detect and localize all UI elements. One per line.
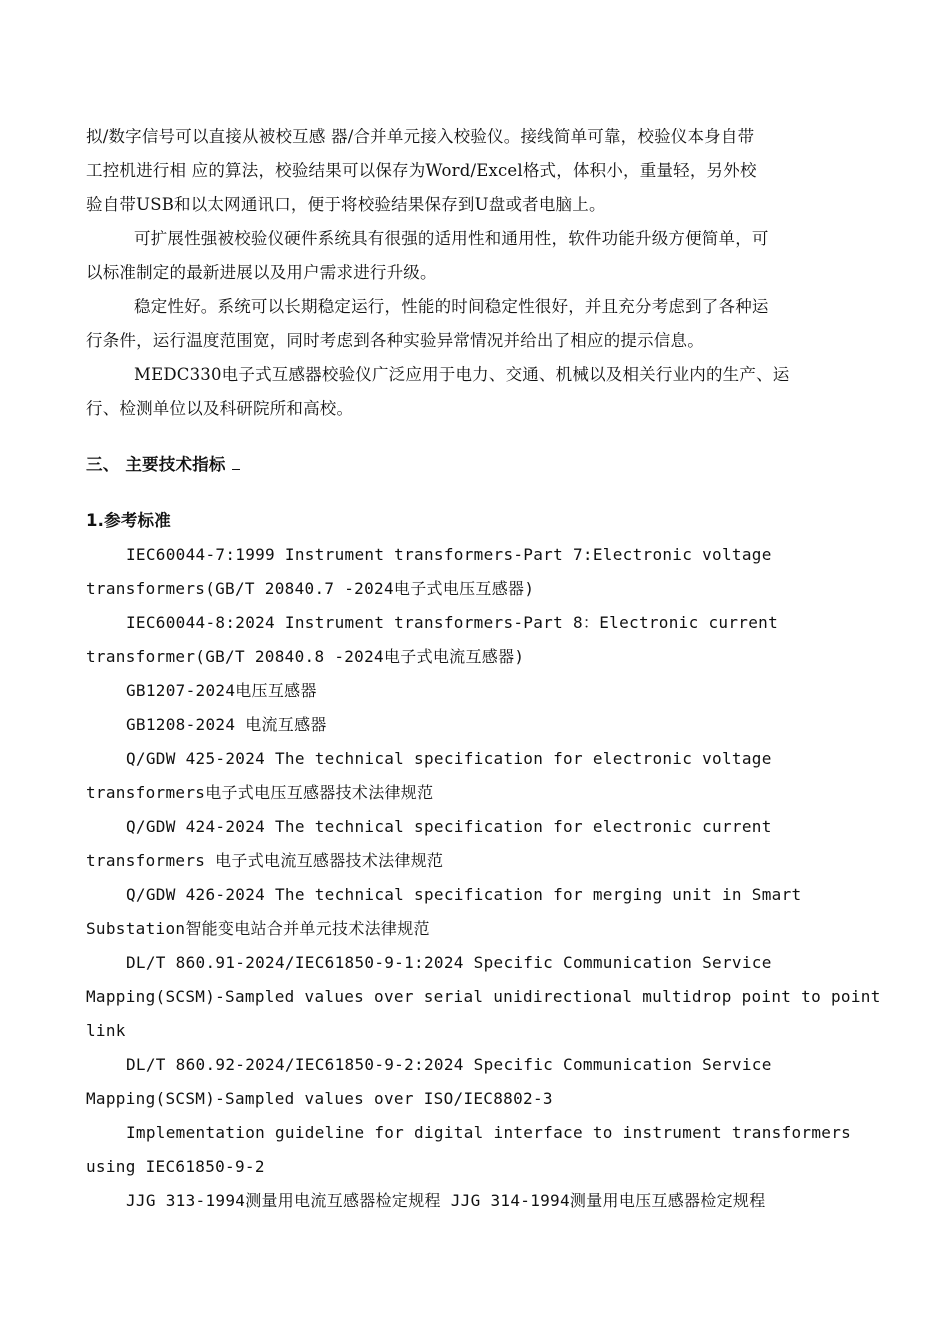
- standard-line-10: transformers 电子式电流互感器技术法律规范: [86, 851, 444, 870]
- section-heading: [86, 454, 240, 476]
- standard-line-11: Q/GDW 426-2024 The technical specification for merging unit in Smart: [126, 885, 802, 904]
- stability-line-2: 行条件，运行温度范围宽，同时考虑到各种实验异常情况并给出了相应的提示信息。: [86, 331, 704, 350]
- intro-line-2: 工控机进行相 应的算法，校验结果可以保存为Word/Excel格式，体积小，重量轻，另外校: [86, 161, 757, 180]
- standard-line-17: Mapping(SCSM)-Sampled values over ISO/IEC8802-3: [86, 1089, 553, 1108]
- extensibility-line-2: 以标准制定的最新进展以及用户需求进行升级。: [86, 263, 437, 282]
- standard-line-12: Substation智能变电站合并单元技术法律规范: [86, 919, 430, 938]
- standard-line-7: Q/GDW 425-2024 The technical specification for electronic voltage: [126, 749, 772, 768]
- intro-line-3: 验自带USB和以太网通讯口，便于将校验结果保存到U盘或者电脑上。: [86, 195, 606, 214]
- standard-line-20: JJG 313-1994测量用电流互感器检定规程 JJG 314-1994测量用电压互感器检定规程: [126, 1191, 766, 1210]
- application-line-1: MEDC330电子式互感器校验仪广泛应用于电力、交通、机械以及相关行业内的生产、运: [134, 365, 790, 384]
- intro-line-1: 拟/数字信号可以直接从被校互感 器/合并单元接入校验仪。接线简单可靠，校验仪本身自带: [86, 127, 755, 146]
- standard-line-8: transformers电子式电压互感器技术法律规范: [86, 783, 434, 802]
- stability-line-1: 稳定性好。系统可以长期稳定运行，性能的时间稳定性很好，并且充分考虑到了各种运: [134, 297, 769, 316]
- section-heading-text: 三、 主要技术指标: [86, 455, 226, 474]
- subsection-heading: 1.参考标准: [86, 511, 171, 530]
- heading-underline-mark: [232, 455, 240, 470]
- standard-line-16: DL/T 860.92-2024/IEC61850-9-2:2024 Specific Communication Service: [126, 1055, 772, 1074]
- standard-line-9: Q/GDW 424-2024 The technical specification for electronic current: [126, 817, 772, 836]
- standard-line-2: transformers(GB/T 20840.7 -2024电子式电压互感器): [86, 579, 535, 598]
- extensibility-line-1: 可扩展性强被校验仪硬件系统具有很强的适用性和通用性，软件功能升级方便简单，可: [134, 229, 769, 248]
- standard-line-18: Implementation guideline for digital interface to instrument transformers: [126, 1123, 852, 1142]
- standard-line-3: IEC60044-8:2024 Instrument transformers-Part 8：Electronic current: [126, 613, 778, 632]
- standard-line-4: transformer(GB/T 20840.8 -2024电子式电流互感器): [86, 647, 525, 666]
- standard-line-5: GB1207-2024电压互感器: [126, 681, 317, 700]
- standard-line-19: using IEC61850-9-2: [86, 1157, 265, 1176]
- standard-line-15: link: [86, 1021, 126, 1040]
- standard-line-1: IEC60044-7:1999 Instrument transformers-Part 7:Electronic voltage: [126, 545, 772, 564]
- application-line-2: 行、检测单位以及科研院所和高校。: [86, 399, 354, 418]
- standard-line-13: DL/T 860.91-2024/IEC61850-9-1:2024 Specific Communication Service: [126, 953, 772, 972]
- standard-line-6: GB1208-2024 电流互感器: [126, 715, 327, 734]
- standard-line-14: Mapping(SCSM)-Sampled values over serial unidirectional multidrop point to point: [86, 987, 881, 1006]
